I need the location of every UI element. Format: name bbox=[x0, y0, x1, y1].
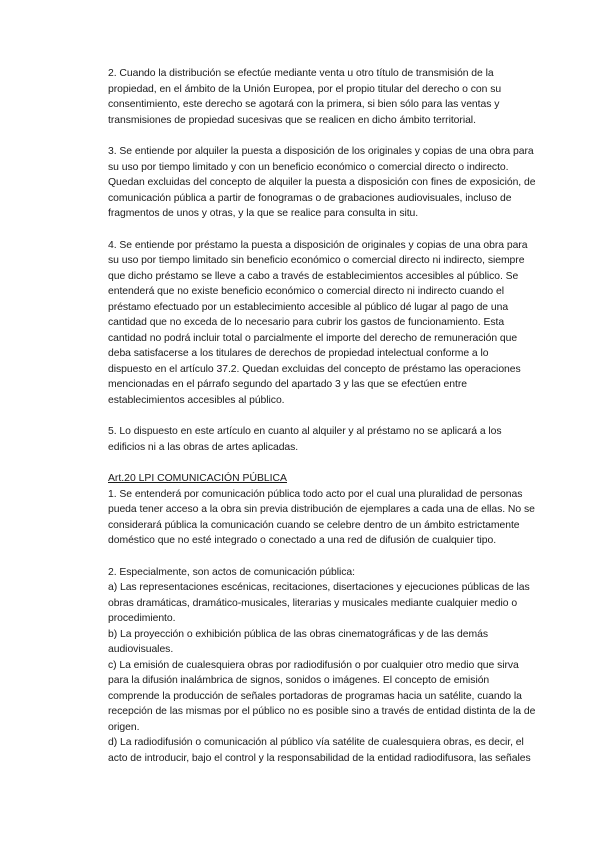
text-line: acto de introducir, bajo el control y la responsabilidad de la entidad radiodifusora, las señales bbox=[108, 752, 531, 764]
text-line: dispuesto en el artículo 37.2. Quedan excluidas del concepto de préstamo las operaciones bbox=[108, 363, 521, 375]
text-line: 3. Se entiende por alquiler la puesta a disposición de los originales y copias de una obra para bbox=[108, 146, 534, 157]
document-body bbox=[108, 66, 536, 766]
text-line: recepción de las mismas por el público no es posible sino a través de entidad distinta de la de bbox=[108, 706, 536, 717]
text-line: procedimiento. bbox=[108, 613, 176, 624]
text-line: edificios ni a las obras de artes aplicadas. bbox=[108, 441, 299, 453]
text-line: origen. bbox=[108, 721, 140, 733]
text-line: entenderá que no existe beneficio económico o comercial directo ni indirecto cuando el bbox=[108, 286, 504, 297]
text-line: a) Las representaciones escénicas, recitaciones, disertaciones y ejecuciones públicas de las bbox=[108, 582, 530, 593]
text-line: cantidad no podrá incluir total o parcialmente el importe del derecho de remuneración que bbox=[108, 332, 518, 344]
text-line: transmisiones de propiedad sucesivas que se realicen en dicho ámbito territorial. bbox=[108, 114, 476, 126]
text-line: pueda tener acceso a la obra sin previa distribución de ejemplares a cada una de ellas. No se bbox=[108, 504, 535, 515]
text-line: préstamo efectuado por un establecimiento accesible al público dé lugar al pago de una bbox=[108, 301, 509, 313]
text-line: comprende la producción de señales portadoras de programas hacia un satélite, cuando la bbox=[108, 690, 522, 702]
paragraph-comunicacion-concepto bbox=[108, 487, 535, 549]
text-line: 5. Lo dispuesto en este artículo en cuanto al alquiler y al préstamo no se aplicará a los bbox=[108, 426, 502, 437]
text-line: c) La emisión de cualesquiera obras por radiodifusión o por cualquier otro medio que sirva bbox=[108, 659, 519, 671]
paragraph-alquiler bbox=[108, 144, 536, 222]
text-line: doméstico que no esté integrado o conectado a una red de difusión de cualquier tipo. bbox=[108, 535, 497, 546]
text-line: b) La proyección o exhibición pública de las obras cinematográficas y de las demás bbox=[108, 628, 488, 640]
text-line: propiedad, en el ámbito de la Unión Europea, por el propio titular del derecho o con su bbox=[108, 83, 502, 95]
text-line: 2. Cuando la distribución se efectúe mediante venta u otro título de transmisión de la bbox=[108, 68, 494, 79]
text-line: audiovisuales. bbox=[108, 644, 174, 655]
text-line: considerará pública la comunicación cuando se celebre dentro de un ámbito estrictamente bbox=[108, 519, 520, 531]
text-line: consentimiento, este derecho se agotará con la primera, si bien sólo para las ventas y bbox=[108, 99, 500, 110]
text-line: establecimientos accesibles al público. bbox=[108, 394, 285, 406]
text-line: para la difusión inalámbrica de signos, sonidos o imágenes. El concepto de emisión bbox=[108, 675, 490, 686]
text-line: 4. Se entiende por préstamo la puesta a disposición de originales y copias de una obra para bbox=[108, 239, 528, 251]
paragraph-dispuesto bbox=[108, 424, 522, 455]
text-line: mencionadas en el párrafo segundo del apartado 3 y las que se efectúen entre bbox=[108, 379, 467, 390]
paragraph-prestamo bbox=[108, 238, 528, 409]
text-line: d) La radiodifusión o comunicación al público vía satélite de cualesquiera obras, es decir, el bbox=[108, 737, 524, 748]
text-line: fragmentos de unos y otras, y la que se realice para consulta in situ. bbox=[108, 208, 419, 219]
text-line: su uso por tiempo limitado y con un beneficio económico o comercial directo o indirecto. bbox=[108, 161, 509, 173]
text-line: su uso por tiempo limitado sin beneficio económico o comercial directo ni indirecto, siempre bbox=[108, 255, 525, 266]
paragraph-actos-comunicacion bbox=[108, 565, 536, 767]
text-line: comunicación pública a partir de fonogramas o de grabaciones audiovisuales, incluso de bbox=[108, 192, 512, 204]
text-line: cantidad que no exceda de lo necesario para cubrir los gastos de funcionamiento. Esta bbox=[108, 317, 505, 328]
text-line: Quedan excluidas del concepto de alquiler la puesta a disposición con fines de exposición, de bbox=[108, 177, 536, 188]
text-line: obras dramáticas, dramático-musicales, literarias y musicales mediante cualquier medio o bbox=[108, 597, 518, 609]
article-heading: Art.20 LPI COMUNICACIÓN PÚBLICA bbox=[108, 473, 287, 484]
paragraph-distribucion bbox=[108, 66, 522, 128]
text-line: que dicho préstamo se lleve a cabo a través de establecimientos accesibles al público. Se bbox=[108, 270, 519, 282]
text-line: 2. Especialmente, son actos de comunicación pública: bbox=[108, 566, 355, 578]
text-line: 1. Se entenderá por comunicación pública todo acto por el cual una pluralidad de personas bbox=[108, 488, 523, 500]
text-line: deba satisfacerse a los titulares de derechos de propiedad intelectual conforme a lo bbox=[108, 348, 489, 359]
